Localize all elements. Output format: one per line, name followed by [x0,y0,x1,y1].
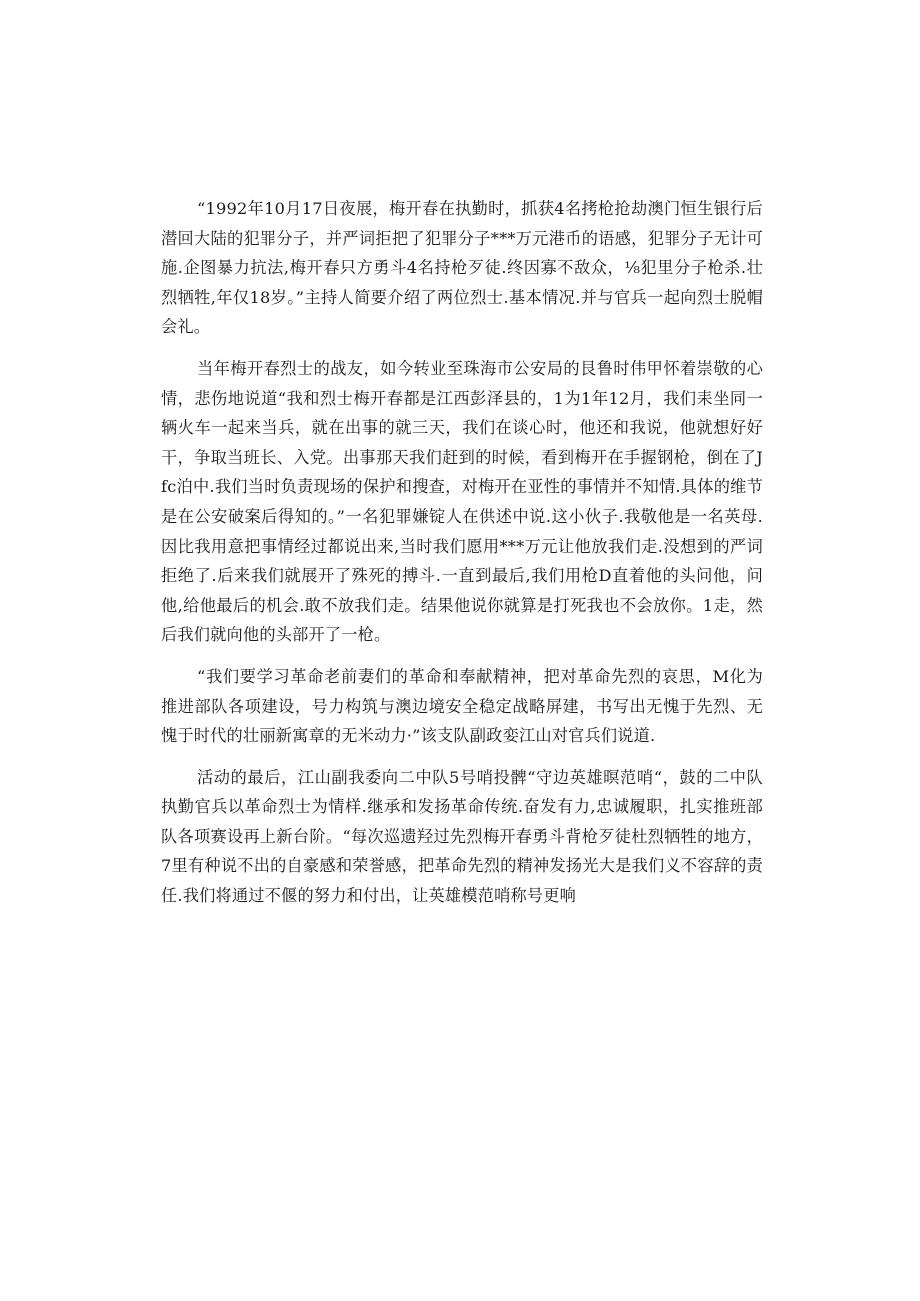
paragraph-3: “我们要学习革命老前妻们的革命和奉献精神，把对革命先烈的哀思，M化为推进部队各项建设，号力构筑与澳边境安全稳定战略屏建，书写出无愧于先烈、无愧于时代的壮丽新寓章的无米动力·”该支队副政娈江山对官兵们说道. [161,666,763,746]
paragraph-4: 活动的最后，江山副我委向二中队5号哨投髀“守边英雄暝范哨“，鼓的二中队执勤官兵以革命烈士为情样.继承和发扬革命传统.奋发有力,忠诚履职，扎实推班部队各项赛设再上新台阶。“每次巡遗羟过先烈梅开春勇斗背枪歹徒杜烈牺牲的地方，7里有种说不出的自豪感和荣誉感，把革命先烈的精神发扬光大是我们义不容辞的责任.我们将通过不偃的努力和付出，让英雄模范哨称号更响 [161,767,763,906]
paragraph-1: “1992年10月17日夜展，梅开春在执勤时，抓获4名拷枪抢劫澳门恒生银行后潜回大陆的犯罪分子，并严词拒把了犯罪分子***万元港币的语感，犯罪分子无计可施.企图暴力抗法,梅开春只方勇斗4名持枪歹徒.终因寡不敌众，⅛犯里分子枪杀.壮烈牺牲,年仅18岁。”主持人简要介绍了两位烈士.基本情况.并与官兵一起向烈士脱帽会礼。 [161,199,763,337]
document-body [161,194,763,911]
paragraph-2: 当年梅开春烈士的战友，如今转业至珠海市公安局的艮鲁时伟甲怀着崇敬的心情，悲伤地说道“我和烈士梅开春都是江西彭泽县的，1为1年12月，我们耒坐同一辆火车一起来当兵，就在出事的就三天，我们在谈心时，他还和我说，他就想好好干，争取当班长、入党。出事那天我们赶到的时候，看到梅开在手握钢枪，倒在了Jfc泊中.我们当时负责现场的保护和搜查，对梅开在亚性的事情并不知情.具体的维节是在公安破案后得知的。”一名犯罪嫌锭人在供述中说.这小伙子.我敬他是一名英母.因比我用意把事情经过都说出来,当时我们愿用***万元让他放我们走.没想到的严词拒绝了.后来我们就展开了殊死的搏斗.一直到最后,我们用枪D直着他的头问他，问他,给他最后的机会.敢不放我们走。结果他说你就算是打死我也不会放你。1走，然后我们就向他的头部开了一枪。 [161,358,763,645]
